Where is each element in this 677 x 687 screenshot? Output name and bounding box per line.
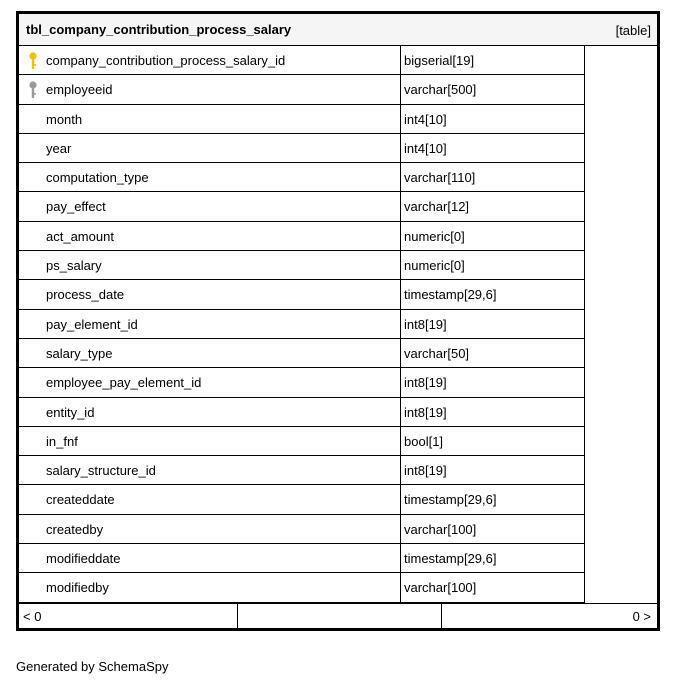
column-type-cell	[401, 134, 585, 163]
table-row	[19, 515, 657, 544]
column-name: computation_type	[46, 170, 149, 186]
table-row	[19, 573, 657, 602]
column-type: varchar[110]	[404, 170, 476, 186]
column-type: timestamp[29,6]	[404, 551, 497, 567]
column-type: varchar[100]	[404, 580, 477, 596]
column-name: employeeid	[46, 82, 113, 98]
column-type-cell	[401, 192, 585, 221]
column-name: pay_effect	[46, 199, 106, 215]
table-footer	[19, 603, 657, 628]
table-row	[19, 339, 657, 368]
children-count: 0 >	[632, 609, 651, 624]
column-name-cell	[19, 544, 401, 573]
table-kind: [table]	[615, 23, 651, 38]
column-type-cell	[401, 310, 585, 339]
table-row	[19, 398, 657, 427]
column-type: int8[19]	[404, 316, 447, 332]
table-row	[19, 105, 657, 134]
table-row	[19, 134, 657, 163]
column-type-cell	[401, 339, 585, 368]
column-type: varchar[500]	[404, 82, 477, 98]
column-type-cell	[401, 105, 585, 134]
table-box	[16, 11, 660, 631]
column-name-cell	[19, 368, 401, 397]
column-name: ps_salary	[46, 258, 102, 274]
column-name-cell	[19, 427, 401, 456]
table-row	[19, 456, 657, 485]
column-name-cell	[19, 310, 401, 339]
table-row	[19, 192, 657, 221]
column-name: employee_pay_element_id	[46, 375, 202, 391]
column-type-cell	[401, 456, 585, 485]
column-name-cell	[19, 456, 401, 485]
column-name-cell	[19, 105, 401, 134]
column-name: entity_id	[46, 404, 95, 420]
column-name-cell	[19, 192, 401, 221]
column-name-cell	[19, 573, 401, 602]
column-type: timestamp[29,6]	[404, 287, 497, 303]
column-name: modifiedby	[46, 580, 109, 596]
column-name: salary_type	[46, 345, 113, 361]
footer-middle-cell	[238, 604, 442, 628]
column-type: varchar[100]	[404, 521, 477, 537]
column-type: int4[10]	[404, 140, 447, 156]
column-name: month	[46, 111, 83, 127]
column-name-cell	[19, 134, 401, 163]
column-name: act_amount	[46, 228, 114, 244]
column-type-cell	[401, 515, 585, 544]
column-name-cell	[19, 75, 401, 104]
column-name-cell	[19, 515, 401, 544]
column-type-cell	[401, 368, 585, 397]
table-row	[19, 280, 657, 309]
column-name-cell	[19, 222, 401, 251]
table-row	[19, 222, 657, 251]
column-name: year	[46, 140, 72, 156]
column-name-cell	[19, 46, 401, 75]
column-name: salary_structure_id	[46, 463, 156, 479]
column-name: pay_element_id	[46, 316, 138, 332]
column-type-cell	[401, 46, 585, 75]
footer-parents-cell	[19, 604, 238, 628]
column-type-cell	[401, 544, 585, 573]
column-name-cell	[19, 339, 401, 368]
column-type: int4[10]	[404, 111, 447, 127]
column-name: createdby	[46, 521, 104, 537]
column-name: modifieddate	[46, 551, 121, 567]
footer-children-cell	[442, 604, 657, 628]
table-row	[19, 46, 657, 75]
table-name: tbl_company_contribution_process_salary	[26, 22, 292, 37]
primary-key-icon	[28, 52, 38, 70]
column-list	[19, 46, 657, 603]
column-type: numeric[0]	[404, 228, 465, 244]
column-name-cell	[19, 398, 401, 427]
column-type-cell	[401, 222, 585, 251]
column-type-cell	[401, 280, 585, 309]
column-type: bool[1]	[404, 433, 444, 449]
column-type-cell	[401, 427, 585, 456]
column-type: varchar[12]	[404, 199, 470, 215]
table-row	[19, 368, 657, 397]
table-row	[19, 163, 657, 192]
table-header	[19, 14, 657, 46]
column-type: timestamp[29,6]	[404, 492, 497, 508]
column-type: varchar[50]	[404, 345, 470, 361]
table-row	[19, 251, 657, 280]
column-name-cell	[19, 280, 401, 309]
column-type-cell	[401, 75, 585, 104]
column-type-cell	[401, 573, 585, 602]
column-name-cell	[19, 163, 401, 192]
column-type-cell	[401, 163, 585, 192]
table-row	[19, 310, 657, 339]
column-type: bigserial[19]	[404, 53, 475, 68]
table-row	[19, 75, 657, 104]
column-name-cell	[19, 485, 401, 514]
column-type-cell	[401, 485, 585, 514]
parents-count: < 0	[23, 609, 42, 624]
table-row	[19, 544, 657, 573]
column-type: int8[19]	[404, 463, 447, 479]
column-name-cell	[19, 251, 401, 280]
column-type: int8[19]	[404, 404, 447, 420]
column-name: in_fnf	[46, 433, 78, 449]
column-name: createddate	[46, 492, 115, 508]
column-type-cell	[401, 251, 585, 280]
generated-by-note: Generated by SchemaSpy	[16, 659, 169, 674]
column-name: company_contribution_process_salary_id	[46, 53, 286, 68]
table-row	[19, 485, 657, 514]
foreign-key-icon	[28, 81, 38, 99]
table-row	[19, 427, 657, 456]
column-type: numeric[0]	[404, 258, 465, 274]
column-type: int8[19]	[404, 375, 447, 391]
column-type-cell	[401, 398, 585, 427]
column-name: process_date	[46, 287, 125, 303]
